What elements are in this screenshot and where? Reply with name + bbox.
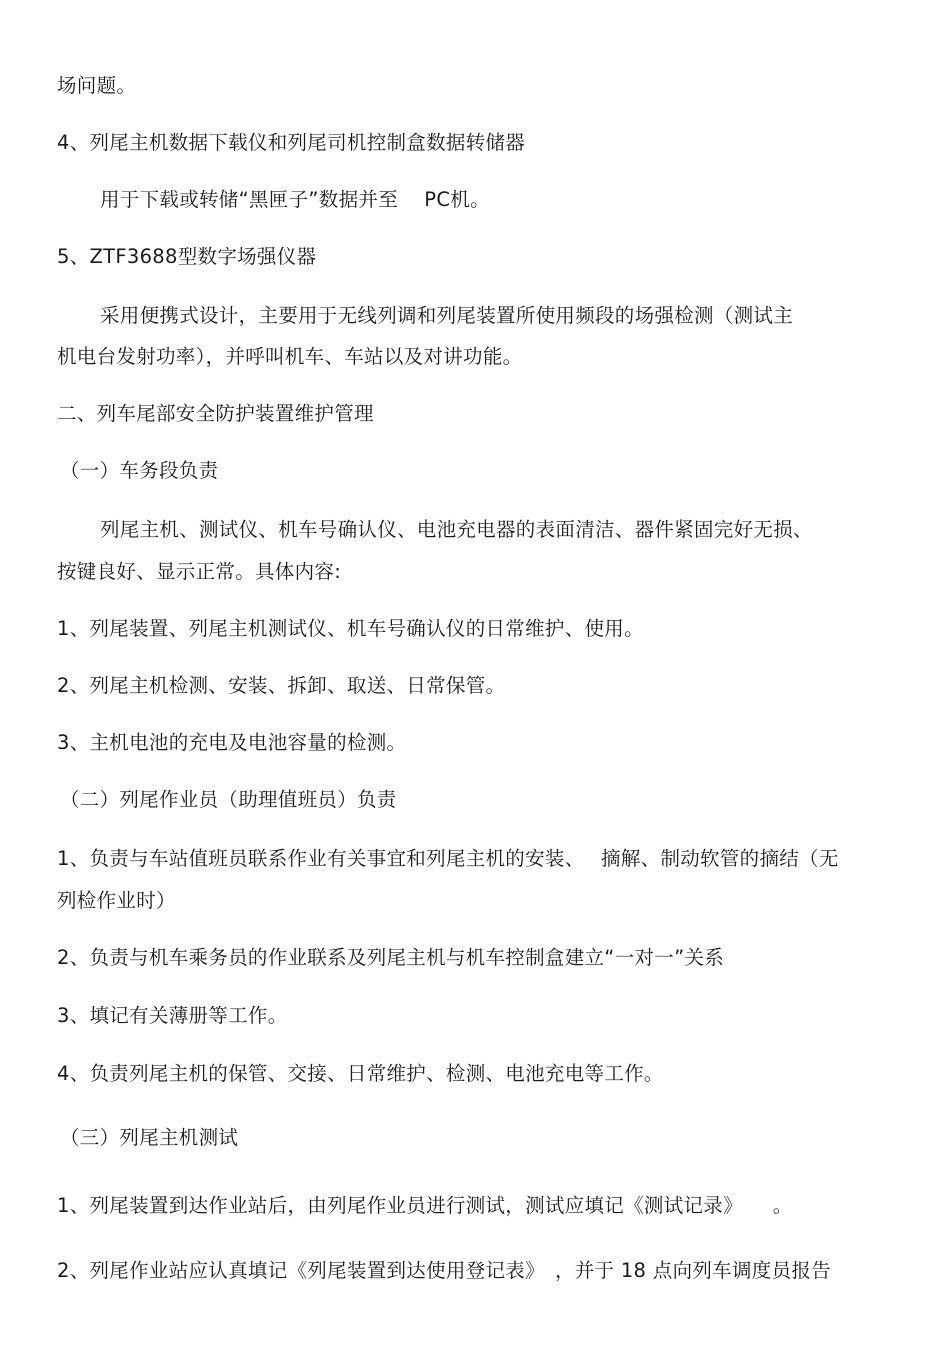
- subsection-heading: （一）车务段负责: [60, 459, 219, 482]
- list-item: 3、填记有关薄册等工作。: [57, 1004, 288, 1027]
- section-heading: 二、列车尾部安全防护装置维护管理: [57, 402, 374, 425]
- list-item: 2、负责与机车乘务员的作业联系及列尾主机与机车控制盒建立“一对一”关系: [57, 946, 725, 969]
- paragraph-line: 用于下载或转储“黑匣子”数据并至 PC机。: [100, 188, 490, 211]
- paragraph-line: 机电台发射功率），并呼叫机车、车站以及对讲功能。: [57, 345, 523, 368]
- subsection-heading: （二）列尾作业员（助理值班员）负责: [60, 788, 397, 811]
- list-item: 4、列尾主机数据下载仪和列尾司机控制盒数据转储器: [57, 131, 526, 154]
- paragraph-line: 按键良好、显示正常。具体内容:: [57, 560, 342, 583]
- list-item: 1、列尾装置、列尾主机测试仪、机车号确认仪的日常维护、使用。: [57, 617, 644, 640]
- paragraph-line: 列尾主机、测试仪、机车号确认仪、电池充电器的表面清洁、器件紧固完好无损、: [100, 518, 813, 541]
- list-item: 2、列尾主机检测、安装、拆卸、取送、日常保管。: [57, 674, 506, 697]
- text-line: 场问题。: [57, 74, 137, 97]
- subsection-heading: （三）列尾主机测试: [60, 1126, 239, 1149]
- paragraph-line: 采用便携式设计，主要用于无线列调和列尾装置所使用频段的场强检测（测试主: [100, 304, 794, 327]
- list-item: 3、主机电池的充电及电池容量的检测。: [57, 731, 407, 754]
- list-item: 1、负责与车站值班员联系作业有关事宜和列尾主机的安装、 摘解、制动软管的摘结（无: [57, 847, 839, 870]
- list-item: 4、负责列尾主机的保管、交接、日常维护、检测、电池充电等工作。: [57, 1062, 664, 1085]
- list-item: 1、列尾装置到达作业站后，由列尾作业员进行测试，测试应填记《测试记录》 。: [57, 1194, 793, 1217]
- list-item: 2、列尾作业站应认真填记《列尾装置到达使用登记表》 ，并于 18 点向列车调度员报告: [57, 1259, 831, 1282]
- list-item-continuation: 列检作业时）: [57, 889, 176, 912]
- list-item: 5、ZTF3688型数字场强仪器: [57, 245, 317, 268]
